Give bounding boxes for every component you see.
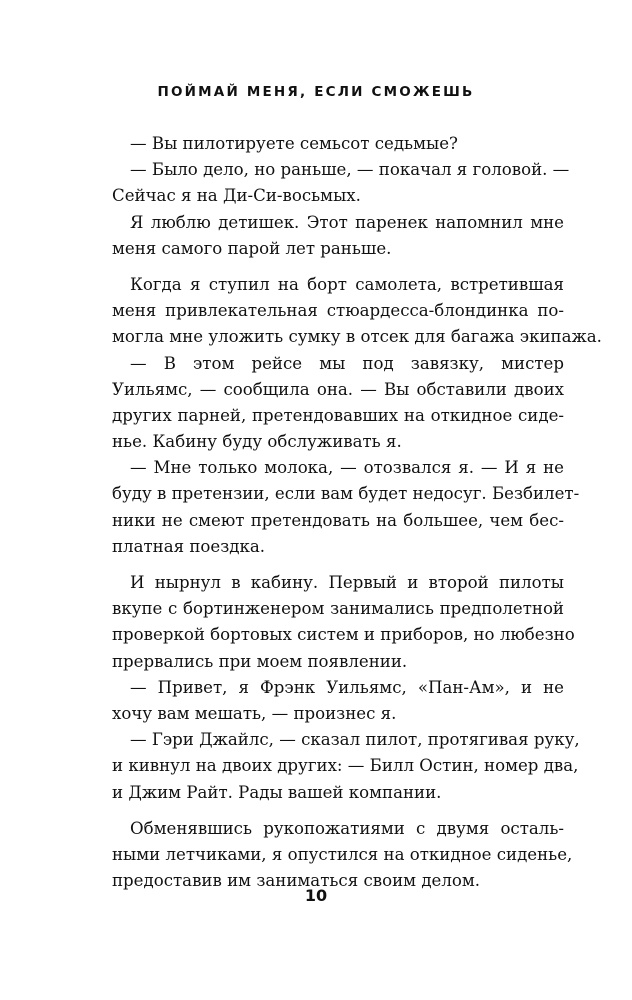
text-line: — Мне только молока, — отозвался я. — И я не (130, 458, 564, 478)
body-text (112, 131, 602, 894)
text-line: — Привет, я Фрэнк Уильямс, «Пан-Ам», и не (130, 677, 564, 697)
paragraph (112, 157, 570, 209)
page-number: 10 (304, 886, 328, 905)
text-line: Сейчас я на Ди-Си-восьмых. (112, 186, 361, 206)
text-line: проверкой бортовых систем и приборов, но любезно (112, 625, 575, 645)
paragraph (112, 272, 602, 351)
paragraph (112, 675, 564, 727)
text-line: ными летчиками, я опустился на откидное сиденье, (112, 844, 573, 864)
text-line: — В этом рейсе мы под завязку, мистер (130, 353, 564, 373)
paragraph-gap (112, 806, 564, 816)
paragraph (112, 570, 575, 675)
text-line: предоставив им заниматься своим делом. (112, 871, 481, 891)
paragraph (112, 210, 564, 262)
paragraph-gap (112, 560, 564, 570)
text-line: Я люблю детишек. Этот паренек напомнил мне (130, 212, 564, 232)
text-line: и Джим Райт. Рады вашей компании. (112, 782, 442, 802)
text-line: других парней, претендовавших на откидное сиде- (112, 405, 564, 425)
text-line: — Гэри Джайлс, — сказал пилот, протягивая руку, (130, 730, 580, 750)
text-line: — Вы пилотируете семьсот седьмые? (130, 134, 458, 153)
text-line: И нырнул в кабину. Первый и второй пилоты (130, 573, 564, 592)
running-header: ПОЙМАЙ МЕНЯ, ЕСЛИ СМОЖЕШЬ (157, 84, 475, 100)
text-line: могла мне уложить сумку в отсек для багажа экипажа. (112, 327, 602, 347)
text-line: Обменявшись рукопожатиями с двумя осталь- (130, 818, 564, 838)
text-line: ники не смеют претендовать на большее, чем бес- (112, 510, 564, 530)
paragraph (112, 455, 580, 560)
text-line: буду в претензии, если вам будет недосуг. Безбилет- (112, 484, 580, 504)
text-line: Когда я ступил на борт самолета, встретившая (130, 274, 564, 294)
text-line: меня самого парой лет раньше. (112, 238, 392, 258)
paragraph (112, 351, 564, 456)
text-line: нье. Кабину буду обслуживать я. (112, 432, 402, 452)
text-line: меня привлекательная стюардесса-блондинка по- (112, 301, 564, 321)
text-line: и кивнул на двоих других: — Билл Остин, номер два, (112, 756, 579, 776)
text-line: вкупе с бортинженером занимались предполетной (112, 599, 564, 619)
paragraph (112, 131, 564, 157)
text-line: — Было дело, но раньше, — покачал я головой. — (130, 160, 570, 180)
text-line: Уильямс, — сообщила она. — Вы обставили двоих (112, 379, 564, 399)
paragraph-gap (112, 262, 564, 272)
text-line: платная поездка. (112, 536, 266, 556)
text-line: прервались при моем появлении. (112, 651, 408, 671)
paragraph (112, 727, 580, 806)
text-line: хочу вам мешать, — произнес я. (112, 703, 397, 723)
paragraph (112, 816, 573, 895)
